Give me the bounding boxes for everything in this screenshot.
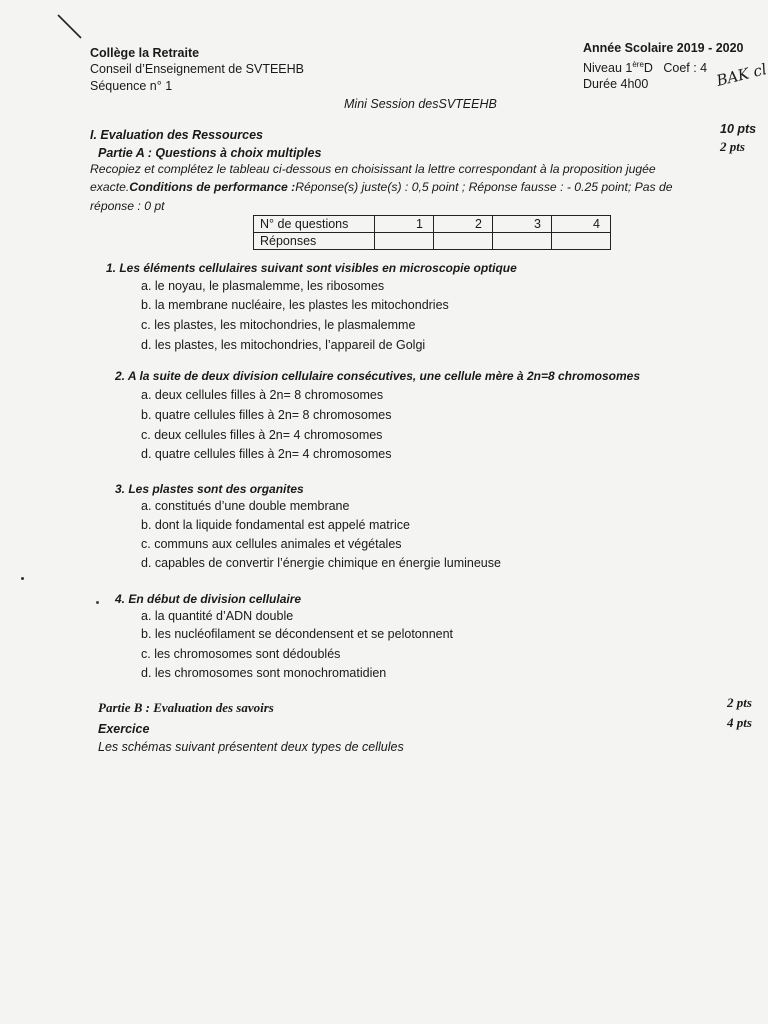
question-1-title: 1. Les éléments cellulaires suivant sont visibles en microscopie optique <box>106 261 517 275</box>
part-a-points: 2 pts <box>720 139 745 154</box>
duration: Durée 4h00 <box>583 77 649 91</box>
question-2-option-b: b. quatre cellules filles à 2n= 8 chromosomes <box>141 408 392 422</box>
level-prefix: Niveau 1 <box>583 61 633 76</box>
question-4-option-c: c. les chromosomes sont dédoublés <box>141 647 341 661</box>
question-1-option-d: d. les plastes, les mitochondries, l’appareil de Golgi <box>141 338 426 352</box>
question-2-option-c: c. deux cellules filles à 2n= 4 chromosomes <box>141 428 383 442</box>
question-2-title: 2. A la suite de deux division cellulaire consécutives, une cellule mère à 2n=8 chromosomes <box>115 369 640 383</box>
answers-header: Réponses <box>254 233 375 250</box>
question-number-cell: 4 <box>552 216 611 233</box>
question-number-header: N° de questions <box>254 216 375 233</box>
answer-table <box>253 215 611 250</box>
handwritten-note: BAK cl <box>714 60 768 90</box>
answer-cell <box>375 233 434 250</box>
question-4-option-a: a. la quantité d’ADN double <box>141 609 294 623</box>
question-3-option-d: d. capables de convertir l’énergie chimique en énergie lumineuse <box>141 556 501 570</box>
question-3-option-c: c. communs aux cellules animales et végétales <box>141 537 402 551</box>
instruction-line-2 <box>90 180 673 194</box>
question-2-option-d: d. quatre cellules filles à 2n= 4 chromosomes <box>141 447 392 461</box>
section-title: I. Evaluation des Ressources <box>90 128 263 142</box>
level-coef <box>583 57 707 76</box>
question-1-option-b: b. la membrane nucléaire, les plastes les mitochondries <box>141 298 449 312</box>
section-points: 10 pts <box>720 122 757 136</box>
question-3-option-a: a. constitués d’une double membrane <box>141 499 350 513</box>
table-row <box>254 233 611 250</box>
answer-cell <box>434 233 493 250</box>
sequence-number: Séquence n° 1 <box>90 79 173 93</box>
level-sup: ère <box>632 60 644 69</box>
answer-cell <box>493 233 552 250</box>
table-row <box>254 216 611 233</box>
speck-mark <box>21 577 24 580</box>
question-4-option-b: b. les nucléofilament se décondensent et se pelotonnent <box>141 627 454 641</box>
part-b-points: 2 pts <box>727 695 752 710</box>
exercise-points: 4 pts <box>727 715 752 730</box>
school-name: Collège la Retraite <box>90 46 200 60</box>
question-1-option-a: a. le noyau, le plasmalemme, les ribosomes <box>141 279 385 293</box>
question-number-cell: 1 <box>375 216 434 233</box>
instruction-conditions: Conditions de performance : <box>129 180 296 194</box>
exercise-intro: Les schémas suivant présentent deux types de cellules <box>98 740 404 754</box>
question-number-cell: 3 <box>493 216 552 233</box>
question-2-option-a: a. deux cellules filles à 2n= 8 chromosomes <box>141 388 384 402</box>
question-1-option-c: c. les plastes, les mitochondries, le plasmalemme <box>141 318 416 332</box>
answer-cell <box>552 233 611 250</box>
instruction-scoring: Réponse(s) juste(s) : 0,5 point ; Réponse fausse : - 0.25 point; Pas de <box>295 180 673 194</box>
school-year: Année Scolaire 2019 - 2020 <box>583 41 744 55</box>
speck-mark <box>96 601 99 604</box>
instruction-exacte: exacte. <box>90 180 130 194</box>
instruction-line-3: réponse : 0 pt <box>90 199 165 213</box>
question-3-option-b: b. dont la liquide fondamental est appelé matrice <box>141 518 410 532</box>
coef: Coef : 4 <box>663 61 708 76</box>
question-4-option-d: d. les chromosomes sont monochromatidien <box>141 666 387 680</box>
pen-stroke-mark <box>55 12 85 42</box>
council-name: Conseil d’Enseignement de SVTEEHB <box>90 62 305 76</box>
level-suffix: D <box>643 61 653 76</box>
question-4-title: 4. En début de division cellulaire <box>115 592 302 606</box>
exam-title: Mini Session desSVTEEHB <box>344 97 497 111</box>
part-a-title: Partie A : Questions à choix multiples <box>98 146 322 160</box>
exercise-label: Exercice <box>98 722 150 736</box>
instruction-line-1: Recopiez et complétez le tableau ci-dessous en choisissant la lettre correspondant à la proposition jugée <box>90 162 656 176</box>
question-number-cell: 2 <box>434 216 493 233</box>
question-3-title: 3. Les plastes sont des organites <box>115 482 304 496</box>
part-b-title: Partie B : Evaluation des savoirs <box>98 700 274 715</box>
